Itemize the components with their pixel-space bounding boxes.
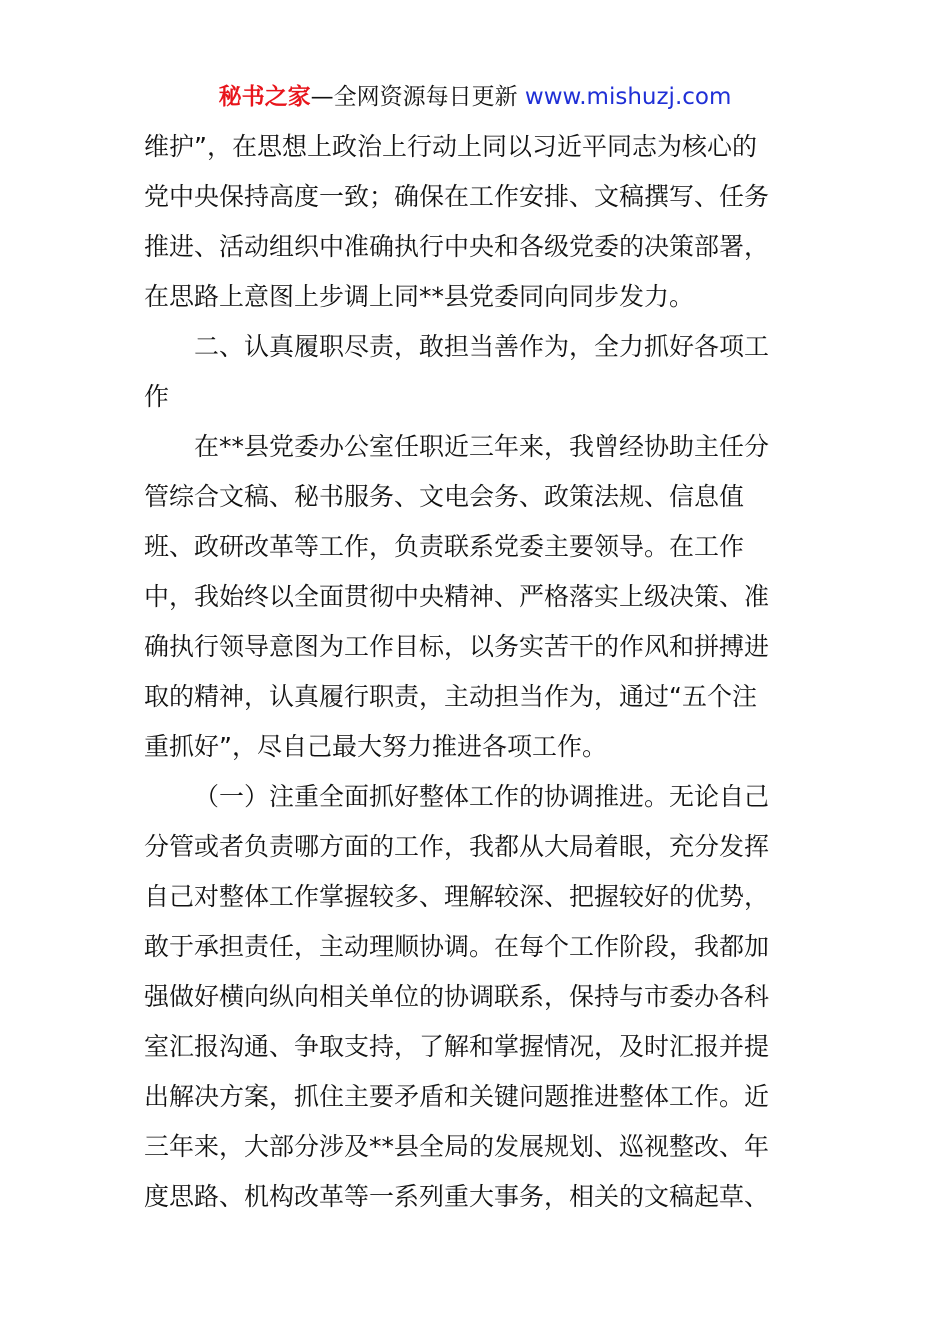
site-url[interactable]: www.mishuzj.com bbox=[524, 84, 732, 110]
text-line: 出解决方案，抓住主要矛盾和关键问题推进整体工作。近 bbox=[144, 1082, 770, 1111]
text-line: 班、政研改革等工作，负责联系党委主要领导。在工作 bbox=[144, 532, 745, 561]
text-line: 强做好横向纵向相关单位的协调联系，保持与市委办各科 bbox=[144, 982, 770, 1011]
text-line: 重抓好”，尽自己最大努力推进各项工作。 bbox=[144, 732, 607, 761]
text-line: 取的精神，认真履行职责，主动担当作为，通过“五个注 bbox=[144, 682, 757, 711]
paragraph-start-line: （一）注重全面抓好整体工作的协调推进。无论自己 bbox=[194, 782, 770, 811]
section-heading-line: 二、认真履职尽责，敢担当善作为，全力抓好各项工 bbox=[194, 332, 770, 361]
document-body bbox=[144, 122, 816, 1222]
text-line: 推进、活动组织中准确执行中央和各级党委的决策部署， bbox=[144, 232, 770, 261]
text-line: 三年来，大部分涉及**县全局的发展规划、巡视整改、年 bbox=[144, 1132, 770, 1161]
text-line: 党中央保持高度一致；确保在工作安排、文稿撰写、任务 bbox=[144, 182, 770, 211]
paragraph-start-line: 在**县党委办公室任职近三年来，我曾经协助主任分 bbox=[194, 432, 770, 461]
site-brand: 秘书之家 bbox=[218, 84, 311, 110]
text-line: 室汇报沟通、争取支持，了解和掌握情况，及时汇报并提 bbox=[144, 1032, 770, 1061]
text-line: 度思路、机构改革等一系列重大事务，相关的文稿起草、 bbox=[144, 1182, 770, 1211]
section-heading-line: 作 bbox=[144, 382, 170, 411]
text-line: 维护”，在思想上政治上行动上同以习近平同志为核心的 bbox=[144, 132, 757, 161]
text-line: 管综合文稿、秘书服务、文电会务、政策法规、信息值 bbox=[144, 482, 745, 511]
text-line: 中，我始终以全面贯彻中央精神、严格落实上级决策、准 bbox=[144, 582, 770, 611]
text-line: 在思路上意图上步调上同**县党委同向同步发力。 bbox=[144, 282, 695, 311]
text-line: 敢于承担责任，主动理顺协调。在每个工作阶段，我都加 bbox=[144, 932, 770, 961]
text-line: 确执行领导意图为工作目标，以务实苦干的作风和拼搏进 bbox=[144, 632, 770, 661]
site-tagline: —全网资源每日更新 bbox=[310, 84, 518, 110]
text-line: 自己对整体工作掌握较多、理解较深、把握较好的优势， bbox=[144, 882, 770, 911]
text-line: 分管或者负责哪方面的工作，我都从大局着眼，充分发挥 bbox=[144, 832, 770, 861]
site-header bbox=[0, 82, 950, 112]
